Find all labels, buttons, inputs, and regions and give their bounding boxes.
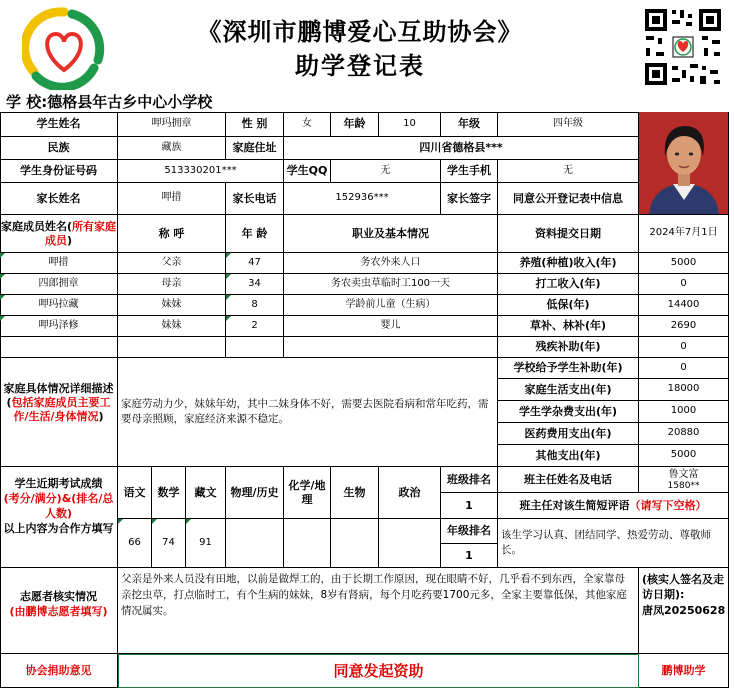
relation-header: 称 呼 — [118, 215, 226, 253]
family-members-label: 家庭成员姓名(所有家庭成员) — [0, 215, 118, 253]
score-math: 74 — [152, 519, 186, 568]
age-label: 年龄 — [331, 112, 379, 137]
member-age: 47 — [226, 253, 284, 274]
submit-date-value: 2024年7月1日 — [639, 215, 729, 253]
school-name: 德格县年古乡中心小学校 — [47, 93, 213, 111]
finance-label: 养殖(种植)收入(年) — [498, 253, 639, 274]
finance-value: 2690 — [639, 316, 729, 337]
subject-tibetan: 藏文 — [186, 467, 226, 519]
member-age: 34 — [226, 274, 284, 295]
member-occupation-empty — [284, 337, 498, 358]
opinion-label: 协会捐助意见 — [0, 654, 118, 688]
teacher-name: 鲁文富 — [668, 469, 699, 480]
finance-label: 残疾补助(年) — [498, 337, 639, 358]
address-label: 家庭住址 — [226, 137, 284, 160]
grade-label: 年级 — [441, 112, 498, 137]
occupation-header: 职业及基本情况 — [284, 215, 498, 253]
member-name: 呷措 — [0, 253, 118, 274]
teacher-comment: 该生学习认真、团结同学、热爱劳动、尊敬师长。 — [498, 519, 729, 568]
title-line-2: 助学登记表 — [295, 51, 425, 80]
finance-label: 学生学杂费支出(年) — [498, 401, 639, 423]
gender-value: 女 — [284, 112, 331, 137]
member-age: 8 — [226, 295, 284, 316]
guardian-sign-label: 家长签字 — [441, 183, 498, 215]
grade-rank-value: 1 — [441, 544, 498, 568]
member-age: 2 — [226, 316, 284, 337]
volunteer-signer: (核实人签名及走访日期): 唐凤20250628 — [639, 568, 729, 654]
score-chinese: 66 — [118, 519, 152, 568]
subject-politics: 政治 — [379, 467, 441, 519]
volunteer-label: 志愿者核实情况 (由鹏博志愿者填写) — [0, 568, 118, 654]
student-phone-label: 学生手机 — [441, 160, 498, 183]
age-value: 10 — [379, 112, 441, 137]
id-number-value: 513330201*** — [118, 160, 284, 183]
member-relation: 妹妹 — [118, 316, 226, 337]
finance-value: 1000 — [639, 401, 729, 423]
finance-label: 草补、林补(年) — [498, 316, 639, 337]
volunteer-text: 父亲是外来人员没有田地，以前是做焊工的，由于长期工作原因，现在眼睛不好，几乎看不到东西，全家靠母亲挖虫草，打点临时工，有个生病的妹妹，8岁有肾病，每个月吃药要1700元多，全家主要靠低保，其他家庭情况属实。 — [118, 568, 639, 654]
submit-date-label: 资料提交日期 — [498, 215, 639, 253]
finance-label: 医药费用支出(年) — [498, 423, 639, 445]
finance-value: 14400 — [639, 295, 729, 316]
ethnicity-label: 民族 — [0, 137, 118, 160]
qq-label: 学生QQ — [284, 160, 331, 183]
qq-value: 无 — [331, 160, 441, 183]
student-name-label: 学生姓名 — [0, 112, 118, 137]
brand-label: 鹏博助学 — [639, 654, 729, 688]
finance-value: 0 — [639, 337, 729, 358]
ethnicity-value: 藏族 — [118, 137, 226, 160]
gender-label: 性 别 — [226, 112, 284, 137]
student-name-value: 呷玛拥章 — [118, 112, 226, 137]
finance-value: 0 — [639, 358, 729, 379]
address-value: 四川省德格县*** — [284, 137, 639, 160]
school-label: 学 校: — [6, 93, 48, 111]
qr-code-icon — [642, 6, 724, 88]
teacher-label: 班主任姓名及电话 — [498, 467, 639, 493]
opinion-value: 同意发起资助 — [118, 654, 639, 688]
member-occupation: 务农卖虫草临时工100一天 — [284, 274, 498, 295]
student-portrait-icon — [639, 112, 729, 215]
finance-value: 5000 — [639, 445, 729, 467]
member-relation-empty — [118, 337, 226, 358]
member-relation: 父亲 — [118, 253, 226, 274]
guardian-phone-value: 152936*** — [284, 183, 441, 215]
member-relation: 母亲 — [118, 274, 226, 295]
class-rank-label: 班级排名 — [441, 467, 498, 493]
scores-label: 学生近期考试成绩 (考分/满分)&(排名/总人数) 以上内容为合作方填写 — [0, 467, 118, 568]
subject-chinese: 语文 — [118, 467, 152, 519]
finance-value: 0 — [639, 274, 729, 295]
score-tibetan: 91 — [186, 519, 226, 568]
member-relation: 妹妹 — [118, 295, 226, 316]
member-age-empty — [226, 337, 284, 358]
member-occupation: 学龄前儿童（生病） — [284, 295, 498, 316]
finance-label: 低保(年) — [498, 295, 639, 316]
member-name: 呷玛拉藏 — [0, 295, 118, 316]
header — [0, 0, 734, 92]
member-name-empty — [0, 337, 118, 358]
guardian-phone-label: 家长电话 — [226, 183, 284, 215]
subject-chemistry-geography: 化学/地理 — [284, 467, 331, 519]
finance-value: 5000 — [639, 253, 729, 274]
title-line-1: 《深圳市鹏博爱心互助协会》 — [197, 17, 523, 46]
finance-label: 打工收入(年) — [498, 274, 639, 295]
subject-physics-history: 物理/历史 — [226, 467, 284, 519]
teacher-contact — [639, 467, 729, 493]
situation-label: 家庭具体情况详细描述(包括家庭成员主要工作/生活/身体情况) — [0, 358, 118, 467]
finance-label: 家庭生活支出(年) — [498, 379, 639, 401]
finance-label: 学校给予学生补助(年) — [498, 358, 639, 379]
member-name: 四郎拥章 — [0, 274, 118, 295]
finance-label: 其他支出(年) — [498, 445, 639, 467]
subject-math: 数学 — [152, 467, 186, 519]
comment-label: 班主任对该生简短评语 （请写下空格） — [498, 493, 729, 519]
member-age-header: 年 龄 — [226, 215, 284, 253]
class-rank-value: 1 — [441, 493, 498, 519]
association-logo-icon — [22, 6, 106, 90]
student-phone-value: 无 — [498, 160, 639, 183]
finance-value: 18000 — [639, 379, 729, 401]
score-chemistry-geography — [284, 519, 331, 568]
finance-value: 20880 — [639, 423, 729, 445]
student-photo — [639, 112, 729, 215]
grade-value: 四年级 — [498, 112, 639, 137]
grade-rank-label: 年级排名 — [441, 519, 498, 544]
guardian-name-value: 呷措 — [118, 183, 226, 215]
guardian-name-label: 家长姓名 — [0, 183, 118, 215]
guardian-consent: 同意公开登记表中信息 — [498, 183, 639, 215]
school-line — [6, 91, 212, 112]
score-biology — [331, 519, 379, 568]
member-occupation: 务农外来人口 — [284, 253, 498, 274]
id-number-label: 学生身份证号码 — [0, 160, 118, 183]
score-politics — [379, 519, 441, 568]
subject-biology: 生物 — [331, 467, 379, 519]
member-occupation: 婴儿 — [284, 316, 498, 337]
teacher-phone: 1580** — [667, 481, 700, 491]
score-physics-history — [226, 519, 284, 568]
situation-text: 家庭劳动力少，妹妹年幼，其中二妹身体不好，需要去医院看病和常年吃药，需要母亲照顾，家庭经济来源不稳定。 — [118, 358, 498, 467]
member-name: 呷玛泽修 — [0, 316, 118, 337]
